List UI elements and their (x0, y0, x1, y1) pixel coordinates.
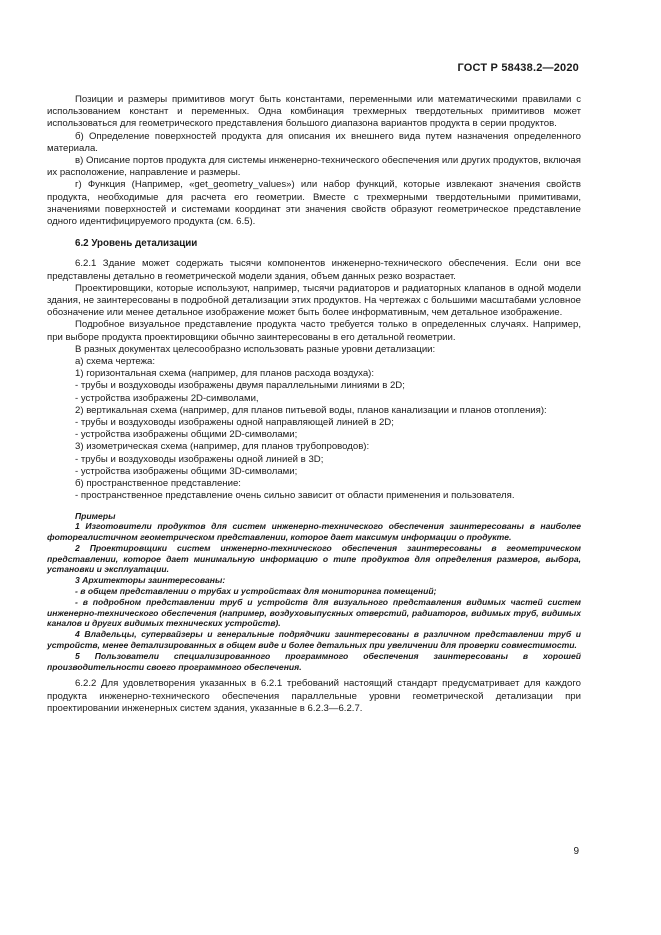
list-item: б) пространственное представление: (75, 478, 241, 490)
list-item: - устройства изображены общими 2D-символами; (75, 429, 298, 441)
examples-title: Примеры (75, 510, 116, 521)
example-item: 1 Изготовители продуктов для систем инженерно-технического обеспечения заинтересованы в наиболее фотореалистичном геометрическом представлении, которое дает максимум информации о продукте. (47, 521, 581, 543)
list-item: - устройства изображены общими 3D-символами; (75, 465, 298, 477)
paragraph: Позиции и размеры примитивов могут быть константами, переменными или математическими правилами с использованием констант и переменных. Одна комбинация трехмерных твердотельных примитивов может использоваться для геометрического представления большого диапазона вариантов продукта в серии продуктов. (47, 94, 581, 130)
list-item: - трубы и воздуховоды изображены одной линией в 3D; (75, 453, 324, 465)
list-item: а) схема чертежа: (75, 356, 156, 368)
paragraph: б) Определение поверхностей продукта для описания их внешнего вида путем назначения определенного материала. (47, 130, 581, 154)
example-item: 3 Архитекторы заинтересованы: (75, 575, 226, 586)
list-item: - трубы и воздуховоды изображены двумя параллельными линиями в 2D; (75, 380, 405, 392)
example-item: 4 Владельцы, супервайзеры и генеральные подрядчики заинтересованы в различном представлении труб и устройств, менее детализированных в общем виде и более детальных при увеличении для проверки совместимости. (47, 629, 581, 651)
document-code: ГОСТ Р 58438.2—2020 (457, 62, 579, 74)
list-item: - пространственное представление очень сильно зависит от области применения и пользователя. (75, 490, 515, 502)
list-item: 2) вертикальная схема (например, для планов питьевой воды, планов канализации и планов отопления): (75, 404, 547, 416)
paragraph: В разных документах целесообразно использовать разные уровни детализации: (75, 343, 436, 355)
example-item: - в общем представлении о трубах и устройствах для мониторинга помещений; (75, 586, 437, 597)
paragraph: в) Описание портов продукта для системы инженерно-технического обеспечения или других продуктов, включая их расположение, направление и размеры. (47, 155, 581, 179)
paragraph: Проектировщики, которые используют, например, тысячи радиаторов и радиаторных клапанов в одной модели здания, не заинтересованы в подробной детализации этих продуктов. На чертежах с большими масштабами условное обозначение или менее детальное изображение может быть более информативным, чем детальное изображение. (47, 282, 581, 319)
page-number: 9 (573, 846, 579, 857)
list-item: 3) изометрическая схема (например, для планов трубопроводов): (75, 441, 370, 453)
list-item: - трубы и воздуховоды изображены одной направляющей линией в 2D; (75, 417, 394, 429)
paragraph: 6.2.1 Здание может содержать тысячи компонентов инженерно-технического обеспечения. Если они все представлены детально в геометрической модели здания, объем данных резко возрастает. (47, 258, 581, 282)
paragraph: 6.2.2 Для удовлетворения указанных в 6.2.1 требований настоящий стандарт предусматривает для каждого продукта инженерно-технического обеспечения параллельные уровни геометрической детализации при проектировании инженерных систем здания, указанные в 6.2.3—6.2.7. (47, 678, 581, 714)
example-item: 2 Проектировщики систем инженерно-технического обеспечения заинтересованы в геометрическом представлении, которое дает минимальную информацию о типе продуктов для определения размеров, выбора, установки и эксплуатации. (47, 542, 581, 575)
list-item: 1) горизонтальная схема (например, для планов расхода воздуха): (75, 368, 375, 380)
page-content (47, 94, 581, 715)
example-item: - в подробном представлении труб и устройств для визуального представления видимых частей систем инженерно-технического обеспечения (например, воздуховыпускных отверстий, радиаторов, видимых труб, видимых каналов и других видимых технических устройств). (47, 596, 581, 629)
paragraph: г) Функция (Например, «get_geometry_values») или набор функций, которые извлекают значения свойств продукта, необходимые для расчета его геометрии. Вместе с трехмерными твердотельными примитивами, значениями поверхностей и системами координат эти значения свойств образуют геометрическое представление одного идентифицируемого продукта (см. 6.5). (47, 179, 581, 228)
list-item: - устройства изображены 2D-символами, (75, 392, 259, 404)
paragraph: Подробное визуальное представление продукта часто требуется только в определенных случаях. Например, при выборе продукта проектировщики обычно заинтересованы в его детальной геометрии. (47, 319, 581, 343)
section-heading: 6.2 Уровень детализации (75, 238, 198, 250)
example-item: 5 Пользователи специализированного программного обеспечения заинтересованы в хорошей производительности своего программного обеспечения. (47, 650, 581, 672)
